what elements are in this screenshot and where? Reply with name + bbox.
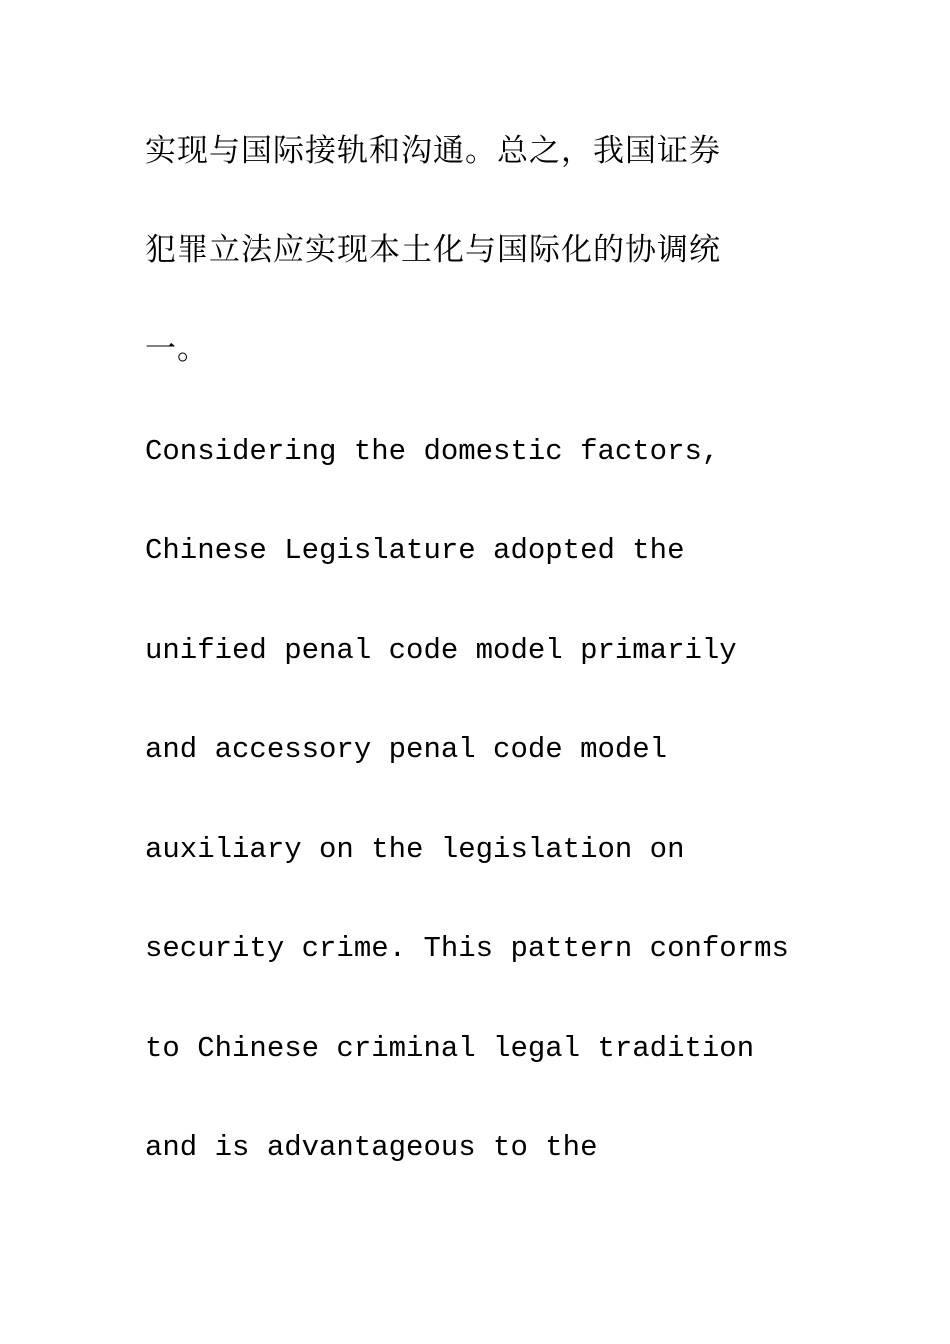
text-line: and accessory penal code model [145, 733, 668, 766]
text-line: unified penal code model primarily [145, 634, 737, 667]
text-line: security crime. This pattern conforms [145, 932, 789, 965]
text-line: auxiliary on the legislation on [145, 833, 685, 866]
text-line: 实现与国际接轨和沟通。总之，我国证券 [145, 133, 721, 169]
text-line: 一。 [145, 331, 209, 367]
text-line: 犯罪立法应实现本土化与国际化的协调统 [145, 232, 721, 268]
text-line: Considering the domestic factors, [145, 435, 720, 468]
text-line: to Chinese criminal legal tradition [145, 1032, 755, 1065]
text-line: and is advantageous to the [145, 1131, 598, 1164]
text-line: Chinese Legislature adopted the [145, 534, 685, 567]
